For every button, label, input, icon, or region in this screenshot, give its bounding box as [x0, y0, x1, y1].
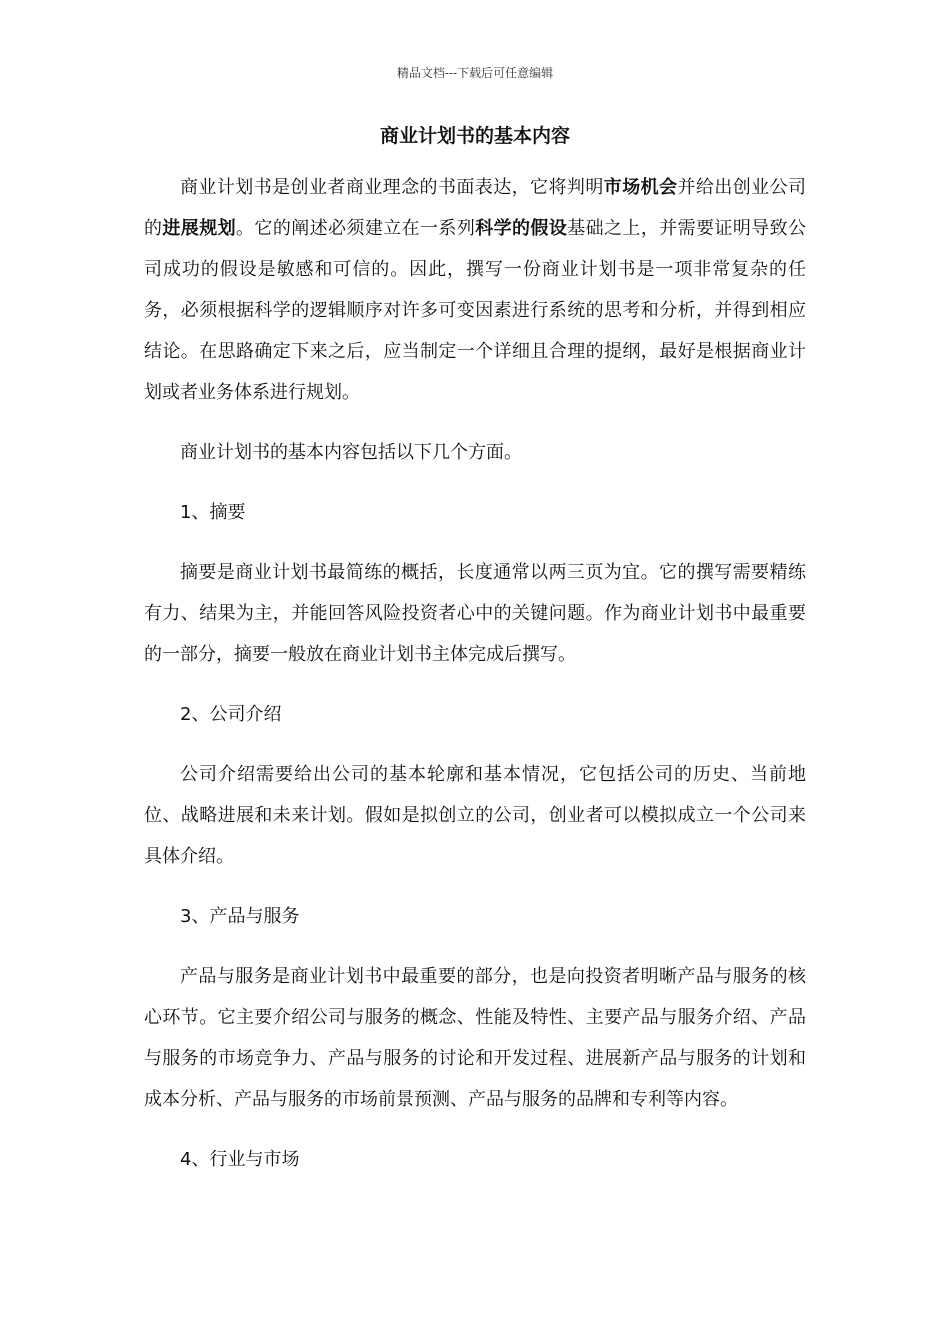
- intro-text-3: 。它的阐述必须建立在一系列: [236, 218, 476, 239]
- intro-emphasis-scientific-assumption: 科学的假设: [475, 218, 568, 239]
- document-title: 商业计划书的基本内容: [379, 125, 570, 147]
- section-heading-industry: 4、行业与市场: [180, 1149, 300, 1170]
- section-heading-products: 3、产品与服务: [180, 906, 300, 927]
- intro-text-2: 并给出创业公司的: [144, 177, 807, 239]
- section-heading-summary: 1、摘要: [180, 502, 246, 523]
- section-body-summary: 摘要是商业计划书最简练的概括，长度通常以两三页为宜。它的撰写需要精练有力、结果为主，并能回答风险投资者心中的关键问题。作为商业计划书中最重要的一部分，摘要一般放在商业计划书主体完成后撰写。: [144, 562, 806, 665]
- section-body-products: 产品与服务是商业计划书中最重要的部分，也是向投资者明晰产品与服务的核心环节。它主要介绍公司与服务的概念、性能及特性、主要产品与服务介绍、产品与服务的市场竞争力、产品与服务的讨论和开发过程、进展新产品与服务的计划和成本分析、产品与服务的市场前景预测、产品与服务的品牌和专利等内容。: [144, 966, 806, 1110]
- document-body: [144, 167, 806, 1180]
- page-header: 精品文档---下载后可任意编辑: [396, 66, 554, 80]
- intro-paragraph: [144, 167, 806, 413]
- section-body-company: 公司介绍需要给出公司的基本轮廓和基本情况，它包括公司的历史、当前地位、战略进展和未来计划。假如是拟创立的公司，创业者可以模拟成立一个公司来具体介绍。: [144, 764, 806, 867]
- intro-emphasis-development-plan: 进展规划: [162, 218, 237, 239]
- intro-text-4: 基础之上，并需要证明导致公司成功的假设是敏感和可信的。因此，撰写一份商业计划书是一项非常复杂的任务，必须根据科学的逻辑顺序对许多可变因素进行系统的思考和分析，并得到相应结论。在思路确定下来之后，应当制定一个详细且合理的提纲，最好是根据商业计划或者业务体系进行规划。: [144, 218, 807, 403]
- section-heading-company: 2、公司介绍: [180, 704, 282, 725]
- intro-text-1: 商业计划书是创业者商业理念的书面表达，它将判明: [180, 177, 604, 198]
- overview-paragraph: 商业计划书的基本内容包括以下几个方面。: [180, 442, 522, 463]
- intro-emphasis-market-opportunity: 市场机会: [603, 177, 678, 198]
